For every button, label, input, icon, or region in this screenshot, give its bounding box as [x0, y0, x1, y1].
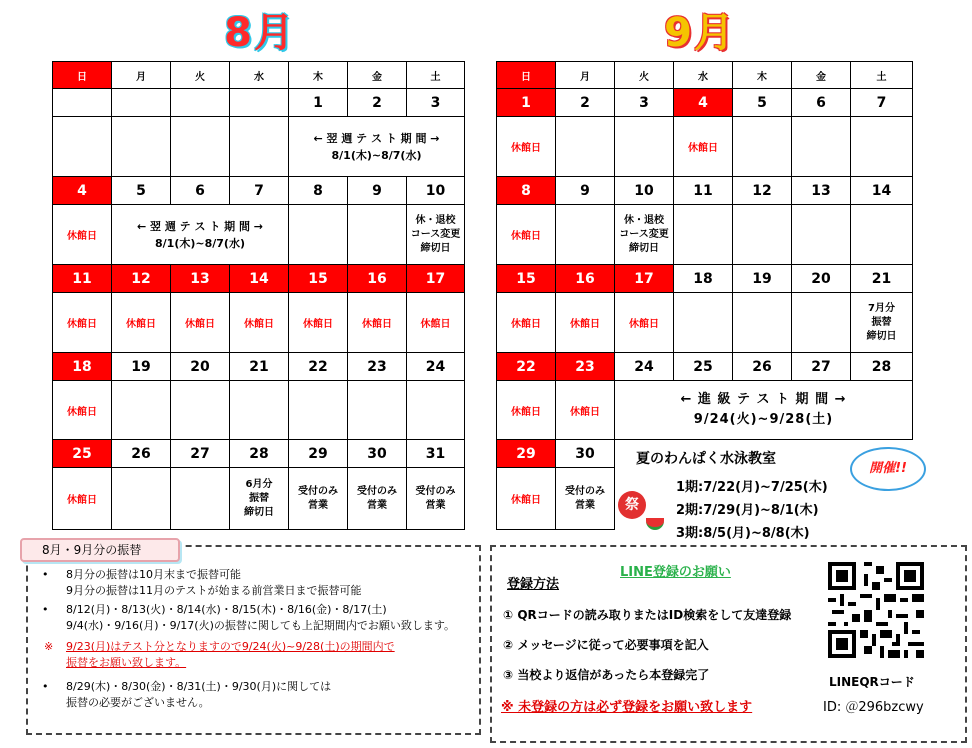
- date-cell: 26: [733, 353, 792, 381]
- weekday-thu: 木: [289, 62, 348, 89]
- bullet: •: [42, 603, 49, 616]
- date-cell-holiday: 15: [289, 265, 348, 293]
- empty-cell: [851, 117, 913, 177]
- date-cell: 7: [230, 177, 289, 205]
- date-cell: 29: [289, 440, 348, 468]
- date-cell-holiday: 14: [230, 265, 289, 293]
- reception-only-note: [348, 468, 407, 530]
- date-cell: 14: [851, 177, 913, 205]
- note-line: コース変更: [619, 228, 669, 240]
- reception-only-note: [407, 468, 465, 530]
- empty-cell: [289, 381, 348, 440]
- date-cell: 3: [407, 89, 465, 117]
- week-notes-row: [53, 468, 465, 530]
- summer-term-3: 3期:8/5(月)~8/8(木): [676, 526, 810, 541]
- closed-label: 休館日: [556, 381, 615, 440]
- september-title: 9月: [664, 10, 736, 56]
- date-cell: 27: [171, 440, 230, 468]
- registration-method-title: 登録方法: [507, 577, 560, 592]
- date-cell: 2: [556, 89, 615, 117]
- registration-step-2: ② メッセージに従って必要事項を記入: [503, 638, 709, 652]
- makeup-line: 9/4(水)・9/16(月)・9/17(火)の振替に関しても上記期間内でお願い致します。: [66, 619, 455, 632]
- date-cell: 31: [407, 440, 465, 468]
- closed-label: 休館日: [497, 205, 556, 265]
- date-cell: 5: [112, 177, 171, 205]
- date-cell-holiday: 4: [674, 89, 733, 117]
- date-cell: 1: [289, 89, 348, 117]
- weekday-sat: 土: [407, 62, 465, 89]
- date-cell: 30: [348, 440, 407, 468]
- closed-label: 休館日: [112, 293, 171, 353]
- note-line: 営業: [425, 499, 446, 511]
- empty-cell: [112, 381, 171, 440]
- closed-label: 休館日: [674, 117, 733, 177]
- empty-cell: [615, 117, 674, 177]
- empty-cell: [112, 468, 171, 530]
- test-period-label: ← 翌 週 テ ス ト 期 間 →: [136, 219, 264, 233]
- weekday-fri: 金: [348, 62, 407, 89]
- makeup-line: 振替の必要がございません。: [66, 696, 210, 709]
- date-cell: 26: [112, 440, 171, 468]
- note-line: 休・退校: [624, 214, 664, 226]
- closed-label: 休館日: [556, 293, 615, 353]
- date-cell-holiday: 1: [497, 89, 556, 117]
- weekday-sun: 日: [53, 62, 112, 89]
- deadline-note: [615, 205, 674, 265]
- makeup-lesson-title: 8月・9月分の振替: [20, 538, 180, 562]
- date-cell-holiday: 17: [407, 265, 465, 293]
- week-notes-row: [53, 381, 465, 440]
- reception-only-note: [556, 468, 615, 530]
- date-cell-holiday: 12: [112, 265, 171, 293]
- test-period-label: ← 進 級 テ ス ト 期 間 →: [680, 392, 847, 407]
- week-row: [53, 353, 465, 381]
- qr-code-label: LINEQRコード: [829, 675, 915, 689]
- test-period-label: ← 翌 週 テ ス ト 期 間 →: [313, 131, 440, 145]
- date-cell-holiday: 22: [497, 353, 556, 381]
- date-cell: 23: [348, 353, 407, 381]
- deadline-note: [851, 293, 913, 353]
- date-cell-holiday: 18: [53, 353, 112, 381]
- week-notes-row: [53, 117, 465, 177]
- date-cell: 10: [407, 177, 465, 205]
- date-cell: 13: [792, 177, 851, 205]
- closed-label: 休館日: [171, 293, 230, 353]
- empty-cell: [171, 468, 230, 530]
- note-line: 締切日: [866, 330, 897, 342]
- line-qr-code-icon[interactable]: [828, 562, 924, 658]
- registration-step-1: ① QRコードの読み取りまたはID検索をして友達登録: [503, 608, 792, 622]
- empty-cell: [674, 205, 733, 265]
- test-period-note: [112, 205, 289, 265]
- empty-cell: [289, 205, 348, 265]
- note-line: 6月分: [245, 478, 273, 490]
- line-registration-title: LINE登録のお願い: [620, 565, 731, 580]
- date-cell-holiday: 15: [497, 265, 556, 293]
- empty-cell: [112, 117, 171, 177]
- closed-label: 休館日: [289, 293, 348, 353]
- date-cell: 2: [348, 89, 407, 117]
- empty-cell: [851, 205, 913, 265]
- date-cell: 5: [733, 89, 792, 117]
- summer-term-2: 2期:7/29(月)~8/1(木): [676, 503, 819, 518]
- date-cell: 12: [733, 177, 792, 205]
- weekday-sat: 土: [851, 62, 913, 89]
- summer-class-title: 夏のわんぱく水泳教室: [636, 451, 776, 467]
- empty-cell: [53, 117, 112, 177]
- empty-cell: [733, 205, 792, 265]
- date-cell: 19: [733, 265, 792, 293]
- date-cell: 25: [674, 353, 733, 381]
- date-cell: 21: [851, 265, 913, 293]
- date-cell: 20: [792, 265, 851, 293]
- test-period-dates: 9/24(火)~9/28(土): [693, 412, 834, 427]
- week-row: [497, 177, 913, 205]
- date-cell: 28: [230, 440, 289, 468]
- date-cell-holiday: 16: [348, 265, 407, 293]
- empty-cell: [230, 89, 289, 117]
- date-cell-holiday: 16: [556, 265, 615, 293]
- closed-label: 休館日: [497, 468, 556, 530]
- date-cell: 3: [615, 89, 674, 117]
- empty-cell: [230, 117, 289, 177]
- closed-label: 休館日: [497, 381, 556, 440]
- empty-cell: [348, 205, 407, 265]
- closed-label: 休館日: [497, 293, 556, 353]
- note-line: 受付のみ: [565, 485, 605, 497]
- empty-cell: [556, 117, 615, 177]
- empty-cell: [171, 117, 230, 177]
- summer-term-1: 1期:7/22(月)~7/25(木): [676, 480, 828, 495]
- weekday-wed: 水: [674, 62, 733, 89]
- date-cell-holiday: 11: [53, 265, 112, 293]
- empty-cell: [674, 293, 733, 353]
- note-line: 受付のみ: [298, 485, 338, 497]
- empty-cell: [348, 381, 407, 440]
- date-cell: 22: [289, 353, 348, 381]
- closed-label: 休館日: [230, 293, 289, 353]
- note-line: コース変更: [410, 228, 461, 240]
- makeup-line-highlight: 振替をお願い致します。: [66, 656, 187, 669]
- empty-cell: [407, 381, 465, 440]
- date-cell: 18: [674, 265, 733, 293]
- empty-cell: [792, 293, 851, 353]
- makeup-line: 8月分の振替は10月末まで振替可能: [66, 568, 241, 581]
- date-cell: 9: [556, 177, 615, 205]
- date-cell: 30: [556, 440, 615, 468]
- test-period-note: [615, 381, 913, 440]
- makeup-line: 8/29(木)・8/30(金)・8/31(土)・9/30(月)に関しては: [66, 680, 332, 693]
- week-row: [497, 89, 913, 117]
- week-notes-row: [497, 205, 913, 265]
- weekday-fri: 金: [792, 62, 851, 89]
- empty-cell: [792, 205, 851, 265]
- note-line: 営業: [575, 499, 595, 511]
- week-row: [53, 89, 465, 117]
- date-cell-holiday: 4: [53, 177, 112, 205]
- closed-label: 休館日: [615, 293, 674, 353]
- note-line: 休・退校: [415, 214, 456, 226]
- note-line: 締切日: [244, 506, 274, 518]
- note-line: 締切日: [420, 242, 451, 254]
- empty-cell: [53, 89, 112, 117]
- note-line: 7月分: [868, 302, 895, 314]
- weekday-mon: 月: [556, 62, 615, 89]
- note-line: 振替: [249, 492, 269, 504]
- reception-only-note: [289, 468, 348, 530]
- closed-label: 休館日: [407, 293, 465, 353]
- august-calendar: [52, 61, 465, 530]
- registration-step-3: ③ 当校より返信があったら本登録完了: [503, 668, 710, 682]
- date-cell: 7: [851, 89, 913, 117]
- date-cell: 24: [615, 353, 674, 381]
- note-line: 締切日: [629, 242, 659, 254]
- deadline-note: [230, 468, 289, 530]
- weekday-sun: 日: [497, 62, 556, 89]
- closed-label: 休館日: [53, 205, 112, 265]
- empty-cell: [792, 117, 851, 177]
- note-line: 受付のみ: [357, 485, 397, 497]
- note-line: 営業: [308, 499, 328, 511]
- closed-label: 休館日: [53, 468, 112, 530]
- week-notes-row: [53, 293, 465, 353]
- test-period-dates: 8/1(木)~8/7(水): [331, 148, 422, 162]
- week-row: [497, 265, 913, 293]
- date-cell: 24: [407, 353, 465, 381]
- date-cell: 28: [851, 353, 913, 381]
- week-notes-row: [497, 381, 913, 440]
- date-cell-holiday: 29: [497, 440, 556, 468]
- week-notes-row: [497, 117, 913, 177]
- test-period-note: [289, 117, 465, 177]
- weekday-thu: 木: [733, 62, 792, 89]
- note-line: 受付のみ: [415, 485, 456, 497]
- deadline-note: [407, 205, 465, 265]
- empty-cell: [171, 89, 230, 117]
- empty-cell: [733, 117, 792, 177]
- empty-cell: [733, 293, 792, 353]
- empty-cell: [112, 89, 171, 117]
- date-cell: 19: [112, 353, 171, 381]
- date-cell: 8: [289, 177, 348, 205]
- date-cell: 21: [230, 353, 289, 381]
- date-cell: 9: [348, 177, 407, 205]
- kaisai-badge: 開催!!: [850, 447, 926, 491]
- date-cell-holiday: 17: [615, 265, 674, 293]
- note-line: 営業: [367, 499, 387, 511]
- august-title: 8月: [224, 10, 296, 56]
- closed-label: 休館日: [497, 117, 556, 177]
- bullet: •: [42, 568, 49, 581]
- week-notes-row: [497, 293, 913, 353]
- empty-cell: [230, 381, 289, 440]
- weekday-tue: 火: [171, 62, 230, 89]
- makeup-line: 9月分の振替は11月のテストが始まる前営業日まで振替可能: [66, 584, 362, 597]
- date-cell-holiday: 25: [53, 440, 112, 468]
- note-line: 振替: [871, 316, 892, 328]
- empty-cell: [556, 205, 615, 265]
- date-cell: 11: [674, 177, 733, 205]
- weekday-wed: 水: [230, 62, 289, 89]
- closed-label: 休館日: [348, 293, 407, 353]
- week-row: [53, 440, 465, 468]
- date-cell: 6: [792, 89, 851, 117]
- closed-label: 休館日: [53, 293, 112, 353]
- week-row: [53, 177, 465, 205]
- empty-cell: [171, 381, 230, 440]
- date-cell: 27: [792, 353, 851, 381]
- closed-label: 休館日: [53, 381, 112, 440]
- date-cell: 6: [171, 177, 230, 205]
- week-row: [497, 353, 913, 381]
- weekday-tue: 火: [615, 62, 674, 89]
- week-notes-row: [53, 205, 465, 265]
- test-period-dates: 8/1(木)~8/7(水): [155, 236, 245, 250]
- bullet: •: [42, 680, 49, 693]
- date-cell: 20: [171, 353, 230, 381]
- makeup-line-highlight: 9/23(月)はテスト分となりますので9/24(火)~9/28(土)の期間内で: [66, 640, 395, 653]
- date-cell-holiday: 8: [497, 177, 556, 205]
- weekday-header: [497, 62, 913, 89]
- weekday-header: [53, 62, 465, 89]
- week-row: [53, 265, 465, 293]
- date-cell: 10: [615, 177, 674, 205]
- date-cell-holiday: 23: [556, 353, 615, 381]
- festival-fan-icon: 祭: [618, 491, 646, 519]
- note-mark: ※: [44, 640, 54, 653]
- registration-warning: ※ 未登録の方は必ず登録をお願い致します: [501, 700, 753, 715]
- makeup-line: 8/12(月)・8/13(火)・8/14(水)・8/15(木)・8/16(金)・8/17(土): [66, 603, 387, 616]
- line-id: ID: ＠296bzcwy: [823, 700, 924, 715]
- weekday-mon: 月: [112, 62, 171, 89]
- date-cell-holiday: 13: [171, 265, 230, 293]
